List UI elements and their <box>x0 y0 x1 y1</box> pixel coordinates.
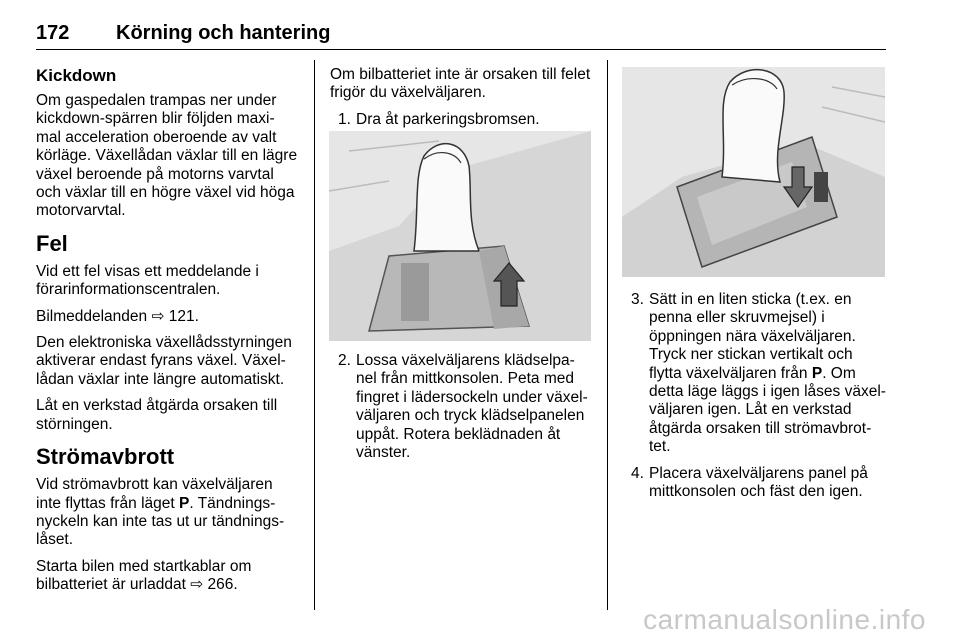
kickdown-text: Om gaspedalen trampas ner under kickdown-spärren blir följden maxi-mal acceleration oberoende av valt körläge. Växellådan växlar till en lägre växel beroende på motorns varvtal och växlar till en högre växel vid höga motorvarvtal. <box>36 92 298 220</box>
step-3-text-p: P <box>811 364 823 382</box>
step-4-number: 4. <box>631 464 644 482</box>
page-ref-arrow-icon: ⇨ <box>190 576 204 594</box>
strom-text-b: . Tändnings-nyckeln kan inte tas ut ur tändnings-låset. <box>36 494 285 549</box>
page-number: 172 <box>36 22 70 44</box>
page-title: Körning och hantering <box>116 22 331 44</box>
column-divider-2 <box>607 60 608 610</box>
step-2-number: 2. <box>338 352 351 369</box>
column-divider-1 <box>314 60 315 610</box>
strom-text-2 <box>36 558 298 595</box>
header-rule <box>36 49 886 50</box>
strom-heading: Strömavbrott <box>36 444 175 470</box>
strom-ref-page: 266. <box>207 576 238 594</box>
step-1-number: 1. <box>338 110 351 128</box>
steps-list-1 <box>330 111 594 129</box>
gear-selector-illustration <box>329 131 591 341</box>
strom-text-2-body: Starta bilen med startkablar om bilbatteriet är urladdat <box>36 557 252 594</box>
steps-list-2 <box>330 352 594 462</box>
strom-text-p: P <box>179 494 190 512</box>
step-4-text: Placera växelväljarens panel på mittkonsolen och fäst den igen. <box>649 464 868 501</box>
strom-text-a: Vid strömavbrott kan växelväljaren inte flyttas från läget <box>36 476 273 512</box>
steps-list-3 <box>623 291 887 501</box>
fel-text-3: Låt en verkstad åtgärda orsaken till störningen. <box>36 397 278 433</box>
fel-heading: Fel <box>36 230 68 256</box>
fel-ref-page: 121. <box>168 307 199 325</box>
release-stick-illustration <box>622 67 885 277</box>
strom-text <box>36 476 298 550</box>
kickdown-heading: Kickdown <box>36 66 117 85</box>
watermark: carmanualsonline.info <box>643 604 926 635</box>
fel-reference <box>36 308 298 326</box>
fel-text: Vid ett fel visas ett meddelande i förarinformationscentralen. <box>36 262 259 299</box>
column-1 <box>36 66 298 603</box>
column-3 <box>623 291 887 509</box>
fel-text-2: Den elektroniska växellådsstyrningen aktiverar endast fyrans växel. Växel-lådan växlar inte längre automatiskt. <box>36 334 292 388</box>
page-ref-arrow-icon: ⇨ <box>151 307 165 325</box>
step-1 <box>330 111 594 129</box>
column-2-lower <box>330 352 594 470</box>
step-2-text: Lossa växelväljarens klädselpa-nel från mittkonsolen. Peta med fingret i lädersockeln under växel-väljaren och tryck klädselpanelen uppåt. Rotera beklädnaden åt vänster. <box>356 352 588 462</box>
step-4 <box>623 465 887 502</box>
step-3-text-a: Sätt in en liten sticka (t.ex. en penna eller skruvmejsel) i öppningen nära växelväljaren. Tryck ner stickan vertikalt och flytta växelväljaren från <box>649 291 856 382</box>
step-3-text-b: . Om detta läge läggs i igen låses växel-väljaren igen. Låt en verkstad åtgärda orsaken till strömavbrot-tet. <box>649 364 886 456</box>
release-intro: Om bilbatteriet inte är orsaken till felet frigör du växelväljaren. <box>330 66 591 102</box>
step-2 <box>330 352 594 462</box>
step-3 <box>623 291 887 457</box>
fel-ref-label: Bilmeddelanden <box>36 307 148 325</box>
column-2 <box>330 66 594 137</box>
step-3-number: 3. <box>631 291 644 308</box>
step-1-text: Dra åt parkeringsbromsen. <box>356 110 540 128</box>
